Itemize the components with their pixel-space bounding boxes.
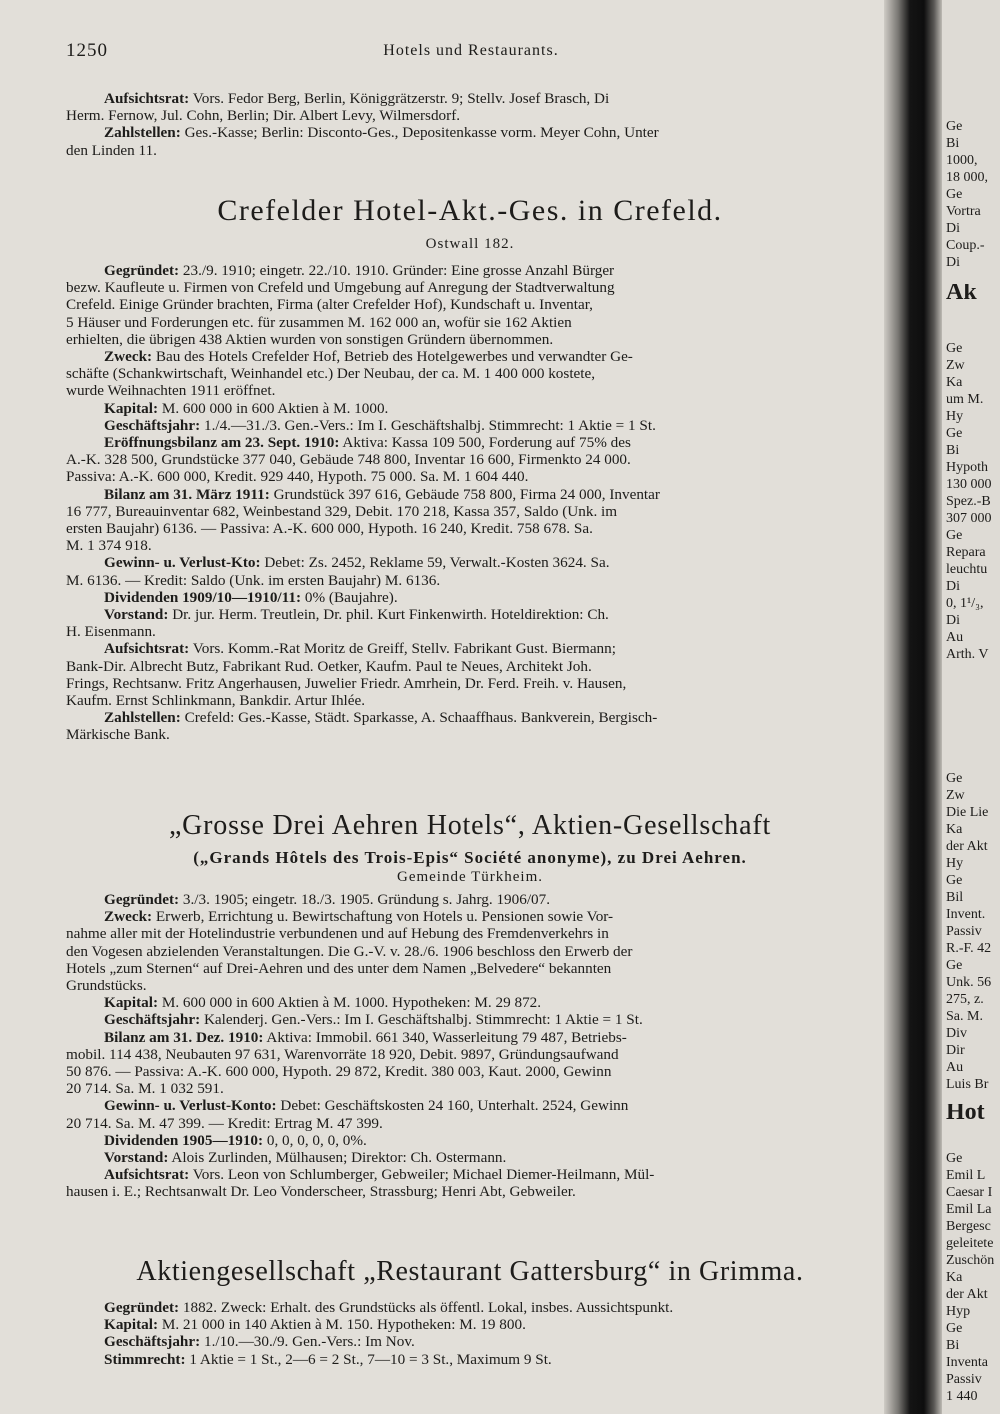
body-line: Geschäftsjahr: 1./4.—31./3. Gen.-Vers.: Im I. Geschäftshalbj. Stimmrecht: 1 Aktie = 1 St. (104, 416, 656, 434)
body-line: 20 714. Sa. M. 47 399. — Kredit: Ertrag M. 47 399. (66, 1114, 383, 1132)
body-line: mobil. 114 438, Neubauten 97 631, Warenvorräte 18 920, Debit. 9897, Gründungsaufwand (66, 1045, 619, 1063)
page-number: 1250 (66, 40, 108, 61)
right-fragment: der Akt (946, 1287, 988, 1302)
body-line: Gewinn- u. Verlust-Kto: Debet: Zs. 2452, Reklame 59, Verwalt.-Kosten 3624. Sa. (104, 554, 610, 572)
intro-line: Aufsichtsrat: Vors. Fedor Berg, Berlin, Königgrätzerstr. 9; Stellv. Josef Brasch, Di (104, 90, 610, 107)
right-fragment: Bil (946, 890, 964, 905)
right-fragment: Hyp (946, 1304, 971, 1319)
right-fragment: 275, z. (946, 992, 984, 1007)
right-fragment: Ge (946, 958, 963, 973)
body-line: Gegründet: 23./9. 1910; eingetr. 22./10. 1910. Gründer: Eine grosse Anzahl Bürger (104, 262, 615, 279)
right-fragment: Ge (946, 771, 963, 786)
body-line: M. 1 374 918. (66, 537, 152, 555)
body-line: Märkische Bank. (66, 726, 170, 744)
right-fragment: Emil La (946, 1202, 992, 1217)
body-line: Vorstand: Alois Zurlinden, Mülhausen; Direktor: Ch. Ostermann. (104, 1149, 507, 1167)
right-fragment: Coup.- (946, 238, 985, 253)
right-heading-text: Ak (946, 284, 977, 301)
entry-body-gattersburg (66, 1299, 874, 1368)
right-fragment: Arth. V (946, 647, 989, 662)
entry-title-gattersburg: Aktiengesellschaft „Restaurant Gattersburg“ in Grimma. (136, 1256, 804, 1287)
right-fragment: 0, 1¹/₃, (946, 596, 984, 611)
right-fragment: Bergesc (946, 1219, 991, 1234)
body-line: Geschäftsjahr: 1./10.—30./9. Gen.-Vers.: Im Nov. (104, 1333, 415, 1351)
body-line: ersten Baujahr) 6136. — Passiva: A.-K. 600 000, Hypoth. 16 240, Kredit. 758 678. Sa. (66, 520, 593, 538)
right-fragment: Div (946, 1026, 967, 1041)
right-fragment: Di (946, 579, 960, 594)
entry-body-crefeld (66, 262, 874, 744)
right-heading (946, 1104, 1000, 1121)
entry-address: Ostwall 182. (425, 236, 515, 252)
right-fragment: Hypoth (946, 460, 988, 475)
right-fragment: Sa. M. (946, 1009, 983, 1024)
right-fragment: 1000, (946, 153, 978, 168)
right-fragment: Ka (946, 375, 963, 390)
body-line: erhielten, die übrigen 438 Aktien wurden von sonstigen Gründern übernommen. (66, 330, 554, 348)
right-fragment: Emil L (946, 1168, 986, 1183)
body-line: H. Eisenmann. (66, 623, 156, 641)
right-block (946, 770, 1000, 1093)
right-block (946, 118, 1000, 271)
body-line: Passiva: A.-K. 600 000, Kredit. 929 440, Hypoth. 75 000. Sa. M. 1 604 440. (66, 468, 529, 486)
right-block (946, 1150, 1000, 1405)
body-line: schäfte (Schankwirtschaft, Weinhandel etc.) Der Neubau, der ca. M. 1 400 000 kostete, (66, 365, 596, 383)
right-fragment: Ge (946, 528, 963, 543)
right-fragment: leuchtu (946, 562, 988, 577)
body-line: 20 714. Sa. M. 1 032 591. (66, 1080, 224, 1098)
body-line: 50 876. — Passiva: A.-K. 600 000, Hypoth. 29 872, Kredit. 380 003, Kaut. 2000, Gewinn (66, 1063, 612, 1081)
entry-title-crefeld: Crefelder Hotel-Akt.-Ges. in Crefeld. (217, 194, 723, 227)
body-line: bezw. Kaufleute u. Firmen von Crefeld und Umgebung auf Anregung der Stadtverwaltung (66, 279, 615, 297)
right-fragment: Ge (946, 187, 963, 202)
body-line: Bilanz am 31. Dez. 1910: Aktiva: Immobil. 661 340, Wasserleitung 79 487, Betriebs- (104, 1028, 627, 1046)
right-fragment: 307 000 (946, 511, 992, 526)
right-fragment: Vortra (946, 204, 981, 219)
body-line: Stimmrecht: 1 Aktie = 1 St., 2—6 = 2 St., 7—10 = 3 St., Maximum 9 St. (104, 1350, 552, 1368)
right-fragment: Ka (946, 822, 963, 837)
right-fragment: Luis Br (946, 1077, 989, 1092)
body-line: wurde Weihnachten 1911 eröffnet. (66, 382, 276, 400)
entry-body-drei-aehren (66, 891, 874, 1201)
body-line: Aufsichtsrat: Vors. Komm.-Rat Moritz de Greiff, Stellv. Fabrikant Gust. Biermann; (104, 640, 616, 658)
intro-line: den Linden 11. (66, 141, 157, 159)
right-fragment: Die Lie (946, 805, 989, 820)
entry-subtitle-drei-aehren: („Grands Hôtels des Trois-Epis“ Société anonyme), zu Drei Aehren. (193, 848, 747, 867)
body-line: Gewinn- u. Verlust-Konto: Debet: Geschäftskosten 24 160, Unterhalt. 2524, Gewinn (104, 1097, 629, 1115)
body-line: 16 777, Bureauinventar 682, Weinbestand 329, Debit. 170 218, Kassa 357, Saldo (Unk. im (66, 502, 618, 520)
right-fragment: 130 000 (946, 477, 992, 492)
body-line: Kapital: M. 21 000 in 140 Aktien à M. 150. Hypotheken: M. 19 800. (104, 1316, 526, 1334)
right-fragment: Bi (946, 443, 960, 458)
right-fragment: Hy (946, 409, 964, 424)
entry-title-drei-aehren: „Grosse Drei Aehren Hotels“, Aktien-Gesellschaft (168, 810, 772, 841)
body-line: den Vogesen abzielenden Veranstaltungen. Die G.-V. v. 28./6. 1906 beschloss den Erwerb der (66, 942, 633, 960)
body-line: M. 6136. — Kredit: Saldo (Unk. im ersten Baujahr) M. 6136. (66, 571, 441, 589)
right-fragment: um M. (946, 392, 984, 407)
body-line: Kaufm. Ernst Schlinkmann, Bankdir. Artur Ihlée. (66, 692, 366, 710)
body-line: Kapital: M. 600 000 in 600 Aktien à M. 1000. Hypotheken: M. 29 872. (104, 994, 542, 1012)
body-line: Zweck: Erwerb, Errichtung u. Bewirtschaftung von Hotels u. Pensionen sowie Vor- (104, 908, 614, 926)
body-line: Geschäftsjahr: Kalenderj. Gen.-Vers.: Im I. Geschäftshalbj. Stimmrecht: 1 Aktie = 1 St. (104, 1011, 643, 1029)
right-fragment: der Akt (946, 839, 988, 854)
body-line: Grundstücks. (66, 977, 147, 995)
intro-entry (66, 90, 874, 159)
body-line: nahme aller mit der Hotelindustrie verbundenen und auf Hebung des Fremdenverkehrs in (66, 925, 609, 943)
right-fragment: Hy (946, 856, 964, 871)
right-fragment: Ka (946, 1270, 963, 1285)
right-fragment: Invent. (946, 907, 986, 922)
right-fragment: R.-F. 42 (946, 941, 992, 956)
body-line: Vorstand: Dr. jur. Herm. Treutlein, Dr. phil. Kurt Finkenwirth. Hoteldirektion: Ch. (104, 606, 609, 624)
right-fragment: geleitete (946, 1236, 994, 1251)
body-line: Gegründet: 3./3. 1905; eingetr. 18./3. 1905. Gründung s. Jahrg. 1906/07. (104, 891, 551, 908)
body-line: Dividenden 1909/10—1910/11: 0% (Baujahre). (104, 588, 398, 606)
right-fragment: Repara (946, 545, 986, 560)
right-fragment: Unk. 56 (946, 975, 992, 990)
right-fragment: 1 440 (946, 1389, 978, 1404)
right-fragment: Au (946, 630, 964, 645)
body-line: Eröffnungsbilanz am 23. Sept. 1910: Aktiva: Kassa 109 500, Forderung auf 75% des (104, 434, 631, 452)
intro-line: Herm. Fernow, Jul. Cohn, Berlin; Dir. Albert Levy, Wilmersdorf. (66, 107, 461, 125)
right-block (946, 340, 1000, 663)
right-fragment: Di (946, 255, 960, 270)
intro-line: Zahlstellen: Ges.-Kasse; Berlin: Disconto-Ges., Depositenkasse vorm. Meyer Cohn, Unter (104, 124, 659, 142)
body-line: Kapital: M. 600 000 in 600 Aktien à M. 1000. (104, 399, 389, 417)
right-fragment: Ge (946, 426, 963, 441)
right-heading-text: Hot (946, 1104, 985, 1121)
right-fragment: Bi (946, 136, 960, 151)
right-fragment: Zuschön (946, 1253, 995, 1268)
running-title: Hotels und Restaurants. (383, 42, 559, 59)
right-fragment: Spez.-B (946, 494, 991, 509)
body-line: Crefeld. Einige Gründer brachten, Firma (alter Crefelder Hof), Kundschaft u. Inventar, (66, 296, 593, 314)
right-fragment: Passiv (946, 924, 982, 939)
right-fragment: Inventa (946, 1355, 988, 1370)
right-fragment: Zw (946, 788, 965, 803)
book-gutter (884, 0, 942, 1414)
body-line: Dividenden 1905—1910: 0, 0, 0, 0, 0, 0%. (104, 1131, 367, 1149)
body-line: Zahlstellen: Crefeld: Ges.-Kasse, Städt. Sparkasse, A. Schaaffhaus. Bankverein, Bergisch- (104, 709, 658, 727)
right-fragment: 18 000, (946, 170, 988, 185)
body-line: hausen i. E.; Rechtsanwalt Dr. Leo Vonderscheer, Strassburg; Henri Abt, Gebweiler. (66, 1183, 576, 1201)
right-fragment: Bi (946, 1338, 960, 1353)
right-fragment: Ge (946, 873, 963, 888)
right-fragment: Au (946, 1060, 964, 1075)
body-line: Gegründet: 1882. Zweck: Erhalt. des Grundstücks als öffentl. Lokal, insbes. Aussichtspunkt. (104, 1299, 674, 1316)
right-fragment: Ge (946, 341, 963, 356)
body-line: Aufsichtsrat: Vors. Leon von Schlumberger, Gebweiler; Michael Diemer-Heilmann, Mül- (104, 1166, 655, 1184)
right-fragment: Di (946, 221, 960, 236)
right-fragment: Zw (946, 358, 965, 373)
right-fragment: Dir (946, 1043, 965, 1058)
right-fragment: Ge (946, 1151, 963, 1166)
body-line: A.-K. 328 500, Grundstücke 377 040, Gebäude 748 800, Inventar 16 600, Firmenkto 24 000. (66, 451, 631, 469)
body-line: Hotels „zum Sternen“ auf Drei-Aehren und des unter dem Namen „Belvedere“ bekannten (66, 959, 612, 977)
running-header (66, 40, 876, 70)
right-fragment: Di (946, 613, 960, 628)
right-heading (946, 284, 1000, 301)
body-line: Zweck: Bau des Hotels Crefelder Hof, Betrieb des Hotelgewerbes und verwandter Ge- (104, 348, 633, 366)
right-fragment: Passiv (946, 1372, 982, 1387)
right-fragment: Ge (946, 119, 963, 134)
body-line: Bank-Dir. Albrecht Butz, Fabrikant Rud. Oetker, Kaufm. Paul te Neues, Architekt Joh. (66, 657, 592, 675)
right-fragment: Ge (946, 1321, 963, 1336)
body-line: Bilanz am 31. März 1911: Grundstück 397 616, Gebäude 758 800, Firma 24 000, Inventar (104, 485, 660, 503)
right-fragment: Caesar I (946, 1185, 993, 1200)
body-line: 5 Häuser und Forderungen etc. für zusammen M. 162 000 an, wofür sie 162 Aktien (66, 313, 572, 331)
right-page-edge (942, 0, 1000, 1414)
entry-place: Gemeinde Türkheim. (396, 869, 544, 885)
body-line: Frings, Rechtsanw. Fritz Angerhausen, Juwelier Friedr. Amrhein, Dr. Ferd. Freih. v. Hausen, (66, 674, 627, 692)
